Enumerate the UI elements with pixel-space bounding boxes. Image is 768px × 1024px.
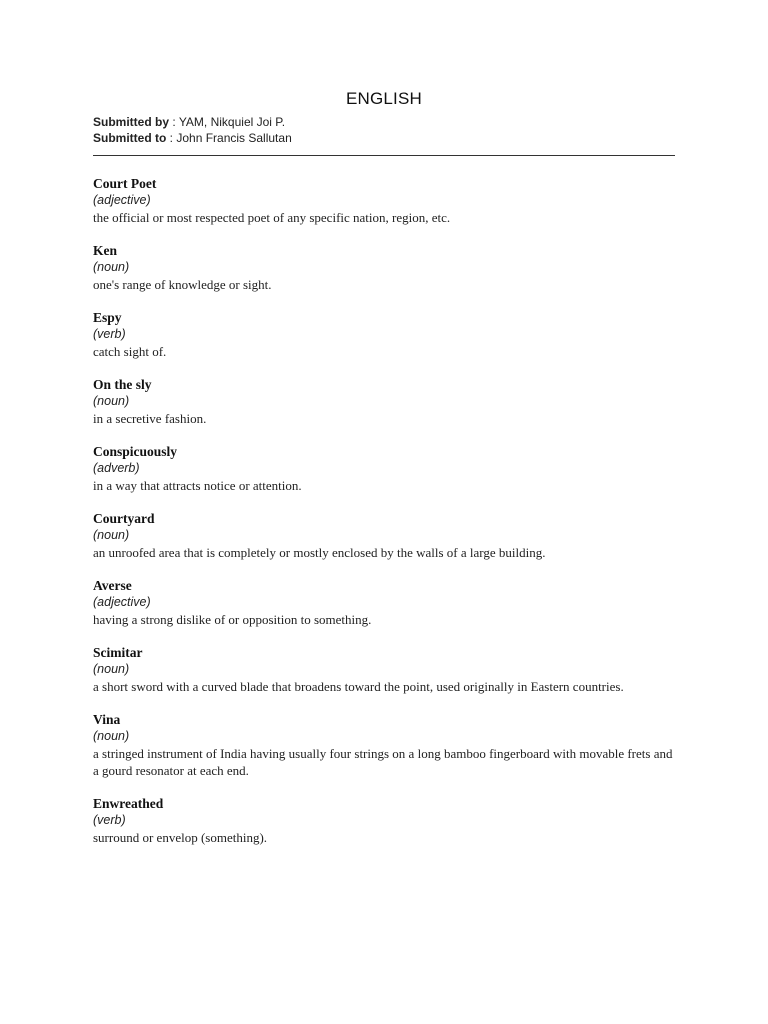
entry-definition: catch sight of.	[93, 344, 167, 359]
vocabulary-entry	[93, 644, 675, 695]
entry-part-of-speech: (adjective)	[93, 193, 151, 207]
entry-term: Ken	[93, 243, 118, 258]
vocabulary-entry	[93, 711, 675, 779]
entry-term: Court Poet	[93, 176, 157, 191]
entry-definition: in a way that attracts notice or attention.	[93, 478, 302, 493]
submitted-by-label: Submitted by	[93, 115, 170, 129]
submitted-to-value: John Francis Sallutan	[176, 131, 292, 145]
entry-part-of-speech: (verb)	[93, 327, 126, 341]
document-title: ENGLISH	[345, 89, 423, 108]
vocabulary-entry	[93, 443, 675, 494]
vocabulary-entry	[93, 795, 675, 846]
vocabulary-entry	[93, 242, 675, 293]
submitted-by-value: YAM, Nikquiel Joi P.	[178, 115, 286, 129]
submitted-by-line	[93, 114, 675, 130]
entry-part-of-speech: (noun)	[93, 729, 130, 743]
submitted-to-line	[93, 130, 675, 146]
entry-definition: a short sword with a curved blade that broadens toward the point, used originally in Eastern countries.	[93, 679, 624, 694]
entry-definition: one's range of knowledge or sight.	[93, 277, 272, 292]
entry-term: Conspicuously	[93, 444, 178, 459]
entry-term: Averse	[93, 578, 132, 593]
entry-term: Enwreathed	[93, 796, 164, 811]
entry-part-of-speech: (noun)	[93, 662, 130, 676]
entry-part-of-speech: (verb)	[93, 813, 126, 827]
entry-definition: surround or envelop (something).	[93, 830, 268, 845]
vocabulary-list	[93, 175, 675, 846]
submitted-to-label: Submitted to	[93, 131, 167, 145]
vocabulary-entry	[93, 376, 675, 427]
submitted-by-separator: :	[169, 115, 179, 129]
entry-definition: an unroofed area that is completely or mostly enclosed by the walls of a large building.	[93, 545, 546, 560]
entry-part-of-speech: (adjective)	[93, 595, 151, 609]
entry-definition: the official or most respected poet of any specific nation, region, etc.	[93, 210, 451, 225]
vocabulary-entry	[93, 175, 675, 226]
vocabulary-entry	[93, 577, 675, 628]
entry-term: Vina	[93, 712, 121, 727]
entry-part-of-speech: (noun)	[93, 260, 130, 274]
entry-definition: having a strong dislike of or opposition to something.	[93, 612, 372, 627]
vocabulary-entry	[93, 309, 675, 360]
document-page	[93, 88, 675, 862]
entry-part-of-speech: (adverb)	[93, 461, 140, 475]
entry-term: Scimitar	[93, 645, 143, 660]
entry-part-of-speech: (noun)	[93, 394, 130, 408]
vocabulary-entry	[93, 510, 675, 561]
entry-term: Espy	[93, 310, 122, 325]
entry-term: Courtyard	[93, 511, 155, 526]
entry-term: On the sly	[93, 377, 152, 392]
header-divider	[93, 155, 675, 156]
entry-definition: in a secretive fashion.	[93, 411, 207, 426]
submitted-to-separator: :	[166, 131, 177, 145]
entry-definition: a stringed instrument of India having usually four strings on a long bamboo fingerboard with movable frets and a gourd resonator at each end.	[93, 746, 673, 778]
entry-part-of-speech: (noun)	[93, 528, 130, 542]
